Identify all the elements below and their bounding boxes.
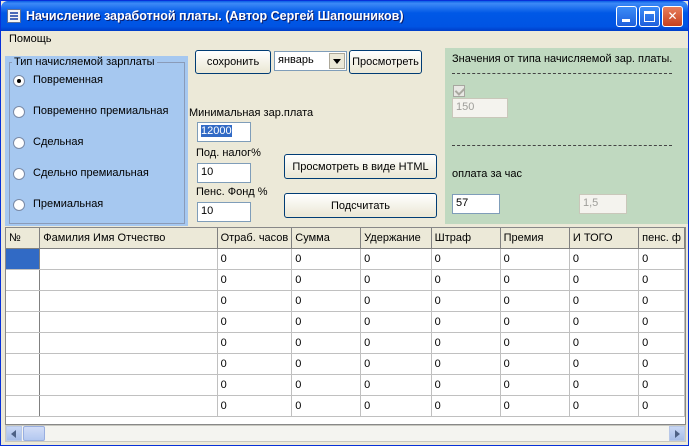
grid-cell[interactable]: 0 (500, 332, 569, 353)
close-button[interactable] (662, 6, 683, 27)
table-row[interactable] (6, 332, 685, 353)
grid-cell[interactable]: 0 (217, 332, 292, 353)
column-header[interactable]: Отраб. часов (217, 228, 292, 248)
pay-type-legend: Тип начисляемой зарплаты (14, 56, 155, 68)
column-header[interactable]: Премия (500, 228, 569, 248)
grid-cell[interactable]: 0 (431, 269, 500, 290)
grid-cell[interactable]: 0 (292, 374, 361, 395)
month-select[interactable] (274, 51, 347, 71)
grid-cell[interactable] (40, 269, 217, 290)
pension-label: Пенс. Фонд % (196, 186, 268, 198)
grid-cell[interactable]: 0 (217, 311, 292, 332)
grid-cell[interactable] (40, 353, 217, 374)
income-tax-label: Под. налог% (196, 147, 261, 159)
min-wage-value: 12000 (201, 125, 232, 137)
grid-cell[interactable]: 0 (569, 353, 638, 374)
grid-cell[interactable] (40, 248, 217, 269)
row-number-cell[interactable] (6, 248, 40, 269)
grid-cell[interactable] (40, 374, 217, 395)
view-html-button[interactable]: Просмотреть в виде HTML (284, 154, 437, 179)
row-number-cell[interactable] (6, 374, 40, 395)
column-header[interactable]: № (6, 228, 40, 248)
disabled-coefficient-input[interactable] (579, 194, 627, 214)
grid-cell[interactable]: 0 (431, 353, 500, 374)
pension-input[interactable] (197, 202, 251, 222)
grid-cell[interactable]: 0 (361, 332, 431, 353)
maximize-icon (644, 11, 655, 22)
grid-cell[interactable]: 0 (361, 269, 431, 290)
grid-cell[interactable]: 0 (217, 353, 292, 374)
grid-cell[interactable]: 0 (500, 248, 569, 269)
row-number-cell[interactable] (6, 290, 40, 311)
grid-cell[interactable]: 0 (361, 248, 431, 269)
window-title: Начисление заработной платы. (Автор Сергей Шапошников) (26, 9, 404, 23)
column-header[interactable]: Удержание (361, 228, 431, 248)
grid-cell[interactable]: 0 (361, 374, 431, 395)
grid-cell[interactable]: 0 (500, 311, 569, 332)
column-header[interactable]: Сумма (292, 228, 361, 248)
month-select-value: январь (278, 54, 314, 66)
radio-button[interactable] (13, 168, 25, 180)
maximize-button[interactable] (639, 6, 660, 27)
grid-cell[interactable]: 0 (500, 395, 569, 416)
grid-cell[interactable]: 0 (569, 290, 638, 311)
grid-cell[interactable]: 0 (569, 332, 638, 353)
pay-type-group (5, 56, 188, 226)
grid-cell[interactable]: 0 (361, 290, 431, 311)
scroll-left-icon[interactable] (6, 426, 22, 441)
grid-cell[interactable]: 0 (431, 311, 500, 332)
grid-cell[interactable] (40, 332, 217, 353)
grid-cell[interactable]: 0 (569, 248, 638, 269)
radio-button[interactable] (13, 199, 25, 211)
separator-line (452, 145, 672, 146)
payroll-table (6, 228, 685, 417)
grid-cell[interactable]: 0 (292, 269, 361, 290)
min-wage-label: Минимальная зар.плата (189, 107, 314, 119)
table-row[interactable] (6, 311, 685, 332)
menu-bar (1, 31, 688, 48)
grid-cell[interactable]: 0 (361, 395, 431, 416)
scroll-thumb[interactable] (23, 426, 45, 441)
minimize-button[interactable] (616, 6, 637, 27)
hourly-rate-label: оплата за час (452, 168, 523, 180)
disabled-value-input[interactable] (452, 98, 508, 118)
income-tax-input[interactable] (197, 163, 251, 183)
table-row[interactable] (6, 248, 685, 269)
values-panel-header: Значения от типа начисляемой зар. платы. (452, 53, 673, 65)
table-row[interactable] (6, 290, 685, 311)
table-row[interactable] (6, 269, 685, 290)
minimize-icon (622, 19, 630, 22)
save-button[interactable]: сохронить (195, 50, 271, 74)
pension-value: 10 (201, 205, 214, 217)
radio-label: Сдельная (33, 136, 84, 148)
grid-cell[interactable]: 0 (431, 395, 500, 416)
grid-cell[interactable]: 0 (569, 395, 638, 416)
grid-cell[interactable] (40, 311, 217, 332)
grid-cell[interactable]: 0 (217, 248, 292, 269)
row-number-cell[interactable] (6, 332, 40, 353)
calculate-button[interactable]: Подсчитать (284, 193, 437, 218)
grid-cell[interactable]: 0 (431, 374, 500, 395)
grid-cell[interactable]: 0 (639, 353, 685, 374)
grid-cell[interactable]: 0 (217, 395, 292, 416)
grid-cell[interactable]: 0 (431, 248, 500, 269)
table-row[interactable] (6, 395, 685, 416)
menu-help[interactable]: Помощь (9, 33, 52, 45)
column-header[interactable]: Фамилия Имя Отчество (40, 228, 217, 248)
column-header[interactable]: Штраф (431, 228, 500, 248)
grid-cell[interactable]: 0 (292, 248, 361, 269)
chevron-down-icon[interactable] (329, 53, 345, 69)
grid-cell[interactable]: 0 (292, 332, 361, 353)
grid-cell[interactable]: 0 (292, 290, 361, 311)
grid-cell[interactable]: 0 (500, 290, 569, 311)
grid-body (6, 248, 685, 416)
row-number-cell[interactable] (6, 353, 40, 374)
grid-cell[interactable]: 0 (500, 269, 569, 290)
disabled-checkbox[interactable] (453, 85, 465, 97)
grid-cell[interactable]: 0 (569, 374, 638, 395)
separator-line (452, 73, 672, 74)
grid-cell[interactable]: 0 (569, 269, 638, 290)
radio-label: Повременная (33, 74, 104, 86)
min-wage-input[interactable] (197, 122, 251, 142)
app-icon[interactable] (7, 9, 21, 23)
grid-header-row (6, 228, 685, 248)
income-tax-value: 10 (201, 166, 214, 178)
grid-cell[interactable] (40, 395, 217, 416)
grid-cell[interactable]: 0 (569, 311, 638, 332)
grid-cell[interactable]: 0 (217, 374, 292, 395)
hourly-rate-input[interactable] (452, 194, 500, 214)
grid-cell[interactable]: 0 (639, 290, 685, 311)
grid-cell[interactable]: 0 (500, 353, 569, 374)
grid-cell[interactable]: 0 (639, 248, 685, 269)
radio-button[interactable] (13, 137, 25, 149)
grid-cell[interactable]: 0 (500, 374, 569, 395)
grid-cell[interactable]: 0 (639, 332, 685, 353)
title-bar[interactable] (1, 1, 688, 31)
grid-cell[interactable]: 0 (292, 353, 361, 374)
row-number-cell[interactable] (6, 311, 40, 332)
column-header[interactable]: пенс. ф (639, 228, 685, 248)
grid-cell[interactable]: 0 (361, 311, 431, 332)
radio-label: Сдельно премиальная (33, 167, 149, 179)
scroll-right-icon[interactable] (669, 426, 685, 441)
grid-cell[interactable]: 0 (217, 269, 292, 290)
grid-cell[interactable]: 0 (639, 269, 685, 290)
disabled-value: 150 (456, 101, 475, 113)
payroll-grid[interactable] (5, 227, 686, 425)
close-icon: ✕ (667, 9, 678, 23)
grid-cell[interactable]: 0 (639, 311, 685, 332)
grid-cell[interactable]: 0 (431, 290, 500, 311)
grid-cell[interactable]: 0 (361, 353, 431, 374)
row-number-cell[interactable] (6, 269, 40, 290)
table-row[interactable] (6, 353, 685, 374)
grid-cell[interactable] (40, 290, 217, 311)
horizontal-scrollbar[interactable] (5, 425, 686, 442)
grid-cell[interactable]: 0 (639, 374, 685, 395)
column-header[interactable]: И ТОГО (569, 228, 638, 248)
row-number-cell[interactable] (6, 395, 40, 416)
radio-label: Премиальная (33, 198, 104, 210)
grid-cell[interactable]: 0 (292, 311, 361, 332)
grid-cell[interactable]: 0 (639, 395, 685, 416)
view-button[interactable]: Просмотреть (349, 50, 422, 74)
radio-button[interactable] (13, 75, 25, 87)
grid-cell[interactable]: 0 (292, 395, 361, 416)
disabled-coefficient-value: 1,5 (583, 197, 599, 209)
grid-cell[interactable]: 0 (431, 332, 500, 353)
radio-button[interactable] (13, 106, 25, 118)
grid-cell[interactable]: 0 (217, 290, 292, 311)
pay-type-values-panel (445, 48, 688, 224)
table-row[interactable] (6, 374, 685, 395)
radio-label: Повременно премиальная (33, 105, 169, 117)
hourly-rate-value: 57 (456, 197, 469, 209)
